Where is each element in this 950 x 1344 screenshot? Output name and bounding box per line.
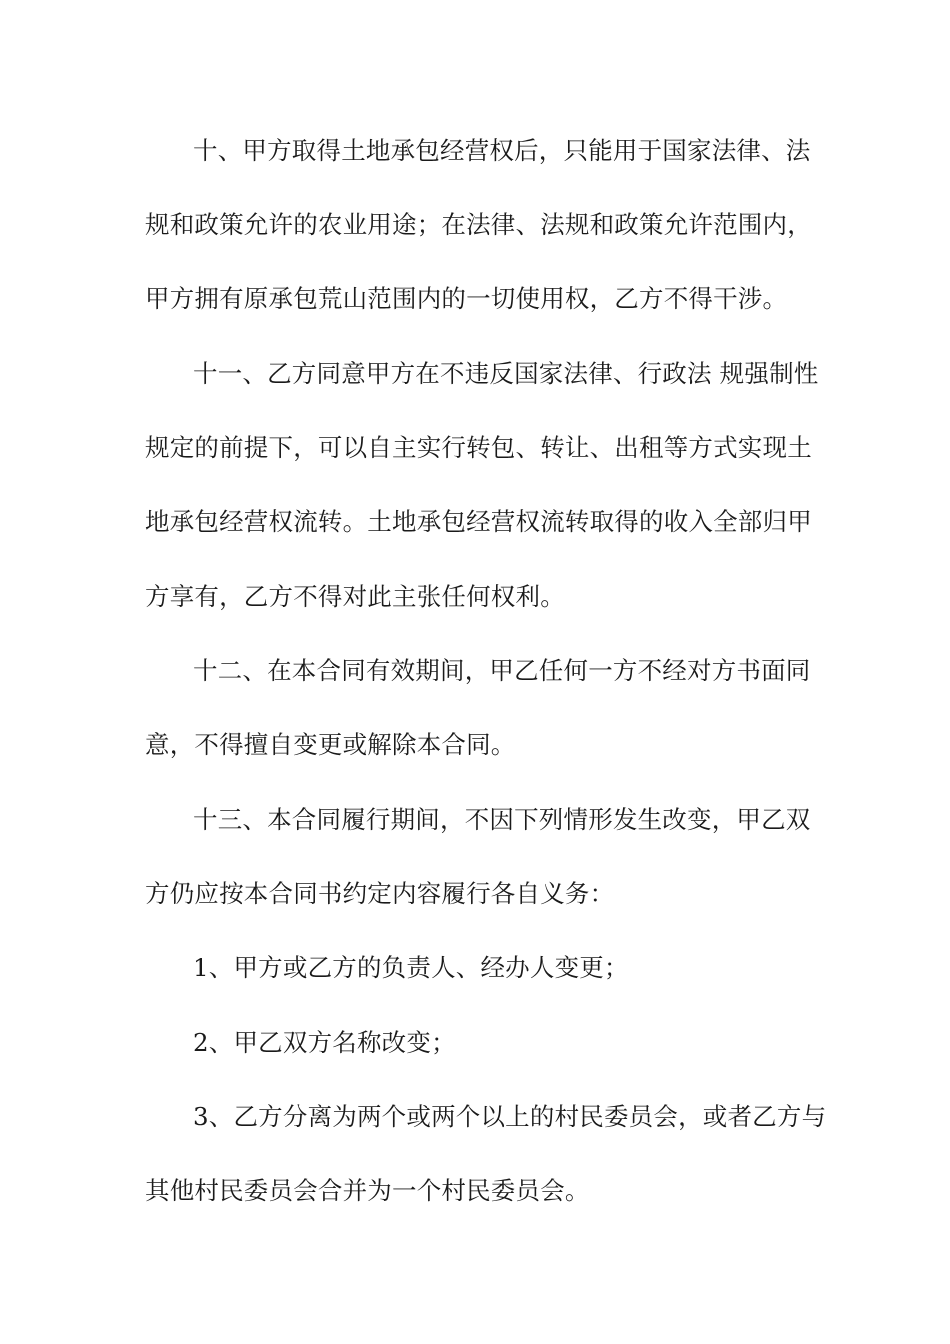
clause-10-line-1: 十、甲方取得土地承包经营权后，只能用于国家法律、法 (193, 136, 811, 165)
clause-11-line-4: 方享有，乙方不得对此主张任何权利。 (145, 582, 565, 611)
clause-11-line-1: 十一、乙方同意甲方在不违反国家法律、行政法 规强制性 (193, 359, 819, 388)
clause-10-line-2: 规和政策允许的农业用途；在法律、法规和政策允许范围内， (145, 210, 812, 239)
clause-13-item-3-line-2: 其他村民委员会合并为一个村民委员会。 (145, 1176, 590, 1205)
clause-12-line-2: 意，不得擅自变更或解除本合同。 (145, 730, 516, 759)
clause-11-line-2: 规定的前提下，可以自主实行转包、转让、出租等方式实现土 (145, 433, 812, 462)
clause-13-line-2: 方仍应按本合同书约定内容履行各自义务： (145, 879, 615, 908)
clause-13-item-1: 1、甲方或乙方的负责人、经办人变更； (193, 953, 629, 982)
clause-13-item-2: 2、甲乙双方名称改变； (193, 1028, 456, 1057)
clause-12-line-1: 十二、在本合同有效期间，甲乙任何一方不经对方书面同 (193, 656, 811, 685)
clause-11-line-3: 地承包经营权流转。土地承包经营权流转取得的收入全部归甲 (145, 507, 812, 536)
clause-10-line-3: 甲方拥有原承包荒山范围内的一切使用权，乙方不得干涉。 (145, 284, 788, 313)
clause-13-item-3-line-1: 3、乙方分离为两个或两个以上的村民委员会，或者乙方与 (193, 1102, 827, 1131)
clause-13-line-1: 十三、本合同履行期间，不因下列情形发生改变，甲乙双 (193, 805, 811, 834)
